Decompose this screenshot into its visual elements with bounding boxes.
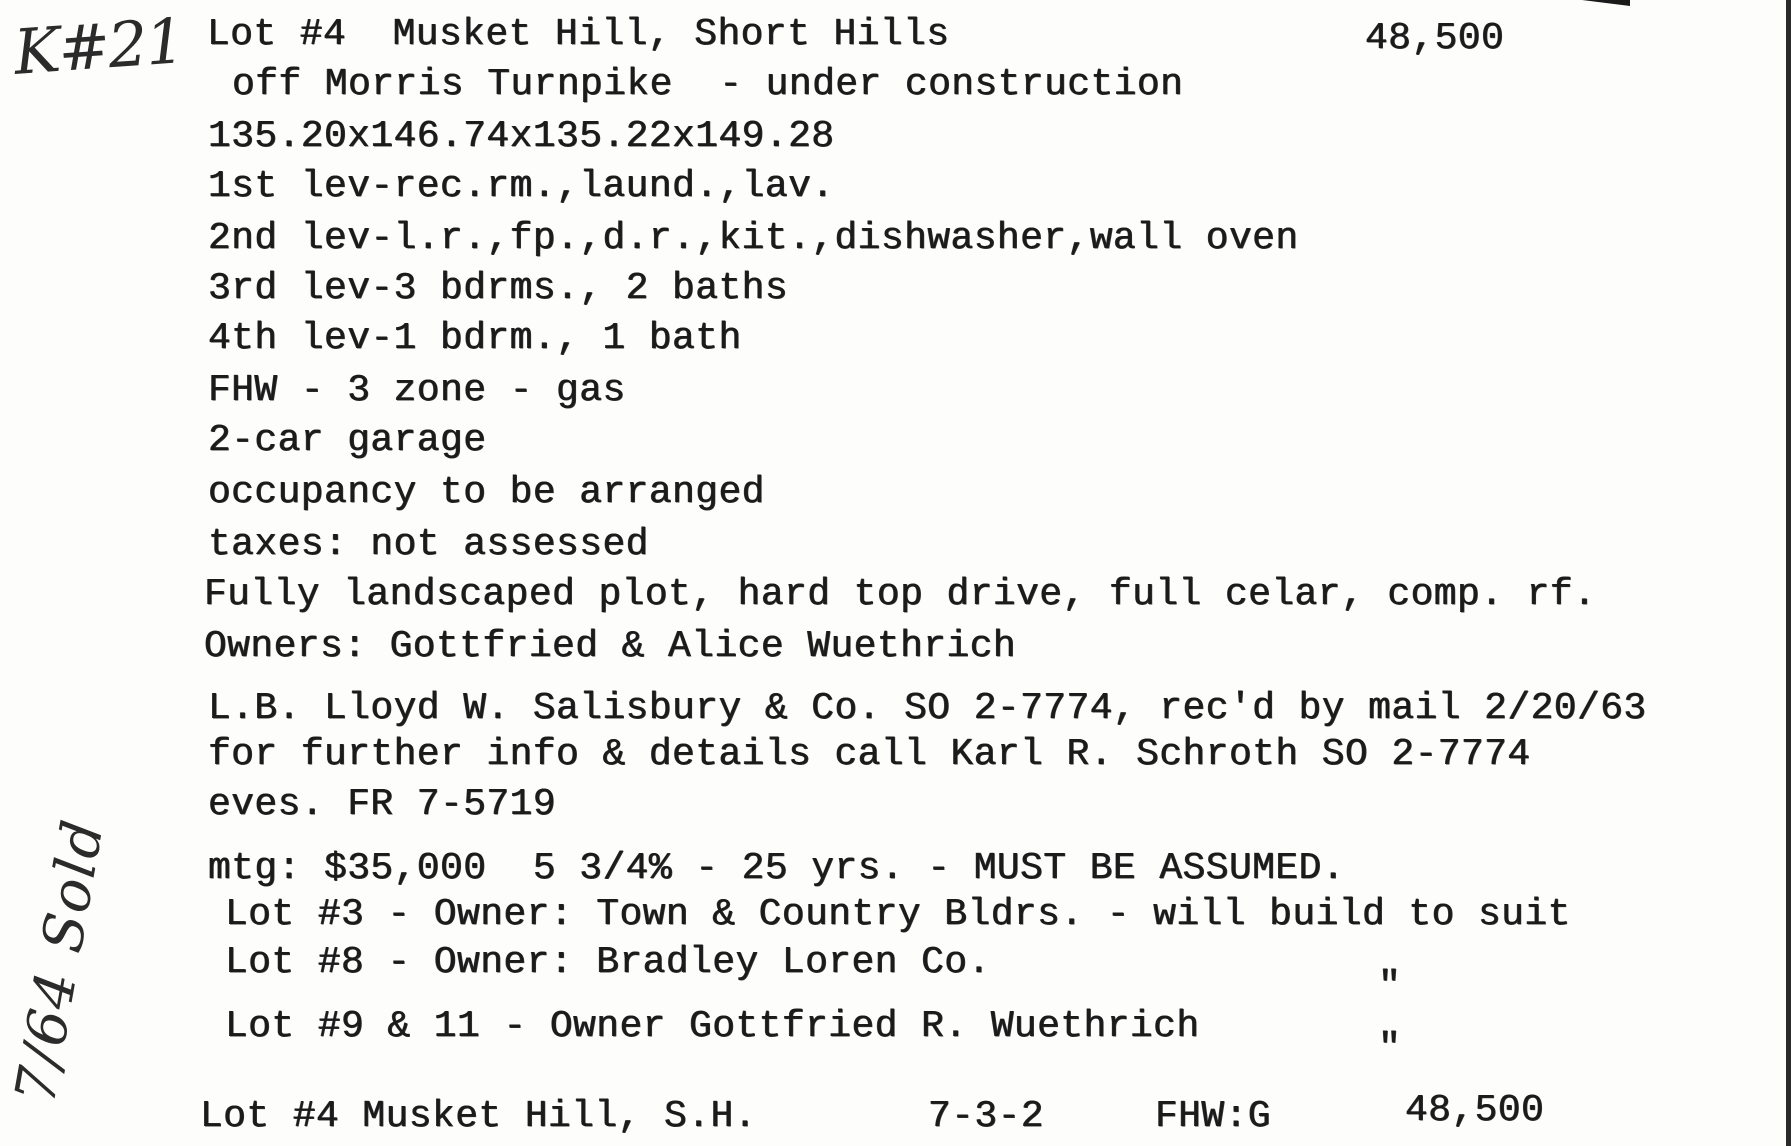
line-dimensions: 135.20x146.74x135.22x149.28 [208,115,835,158]
line-occupancy: occupancy to be arranged [208,471,765,514]
line-fourth-level: 4th lev-1 bdrm., 1 bath [208,317,742,360]
line-location: off Morris Turnpike - under construction [232,63,1184,106]
footer-price: 48,500 [1405,1089,1545,1132]
card-right-edge [1786,0,1791,1146]
line-lot-8: Lot #8 - Owner: Bradley Loren Co. [225,941,991,984]
line-listing-broker: L.B. Lloyd W. Salisbury & Co. SO 2-7774, rec'd by mail 2/20/63 [208,687,1647,730]
handwritten-card-number: K#21 [11,4,186,89]
ditto-mark-lot-9-11: " [1378,1027,1402,1070]
line-further-info: for further info & details call Karl R. Schroth SO 2-7774 [208,733,1531,776]
line-lot-9-11: Lot #9 & 11 - Owner Gottfried R. Wuethrich [225,1005,1200,1048]
line-taxes: taxes: not assessed [208,523,649,566]
line-lot-3: Lot #3 - Owner: Town & Country Bldrs. - will build to suit [225,893,1571,936]
line-owners: Owners: Gottfried & Alice Wuethrich [204,625,1017,668]
corner-mark [1582,0,1630,6]
line-third-level: 3rd lev-3 bdrms., 2 baths [208,267,789,310]
line-second-level: 2nd lev-l.r.,fp.,d.r.,kit.,dishwasher,wall oven [208,217,1299,260]
line-evening-phone: eves. FR 7-5719 [208,783,557,826]
line-first-level: 1st lev-rec.rm.,laund.,lav. [208,165,835,208]
card-footer-summary [200,1089,1580,1138]
line-features: Fully landscaped plot, hard top drive, full celar, comp. rf. [204,573,1597,616]
footer-heat: FHW:G [1155,1095,1272,1138]
line-mortgage: mtg: $35,000 5 3/4% - 25 yrs. - MUST BE ASSUMED. [208,847,1345,890]
line-lot-address: Lot #4 Musket Hill, Short Hills [207,13,950,56]
footer-lot: Lot #4 Musket Hill, S.H. [200,1095,757,1138]
line-heating: FHW - 3 zone - gas [208,369,626,412]
footer-code: 7-3-2 [928,1095,1045,1138]
line-garage: 2-car garage [208,419,487,462]
price-top: 48,500 [1365,17,1505,60]
handwritten-sold-note: 7/64 Sold [3,814,117,1109]
ditto-mark-lot-8: " [1378,965,1402,1008]
